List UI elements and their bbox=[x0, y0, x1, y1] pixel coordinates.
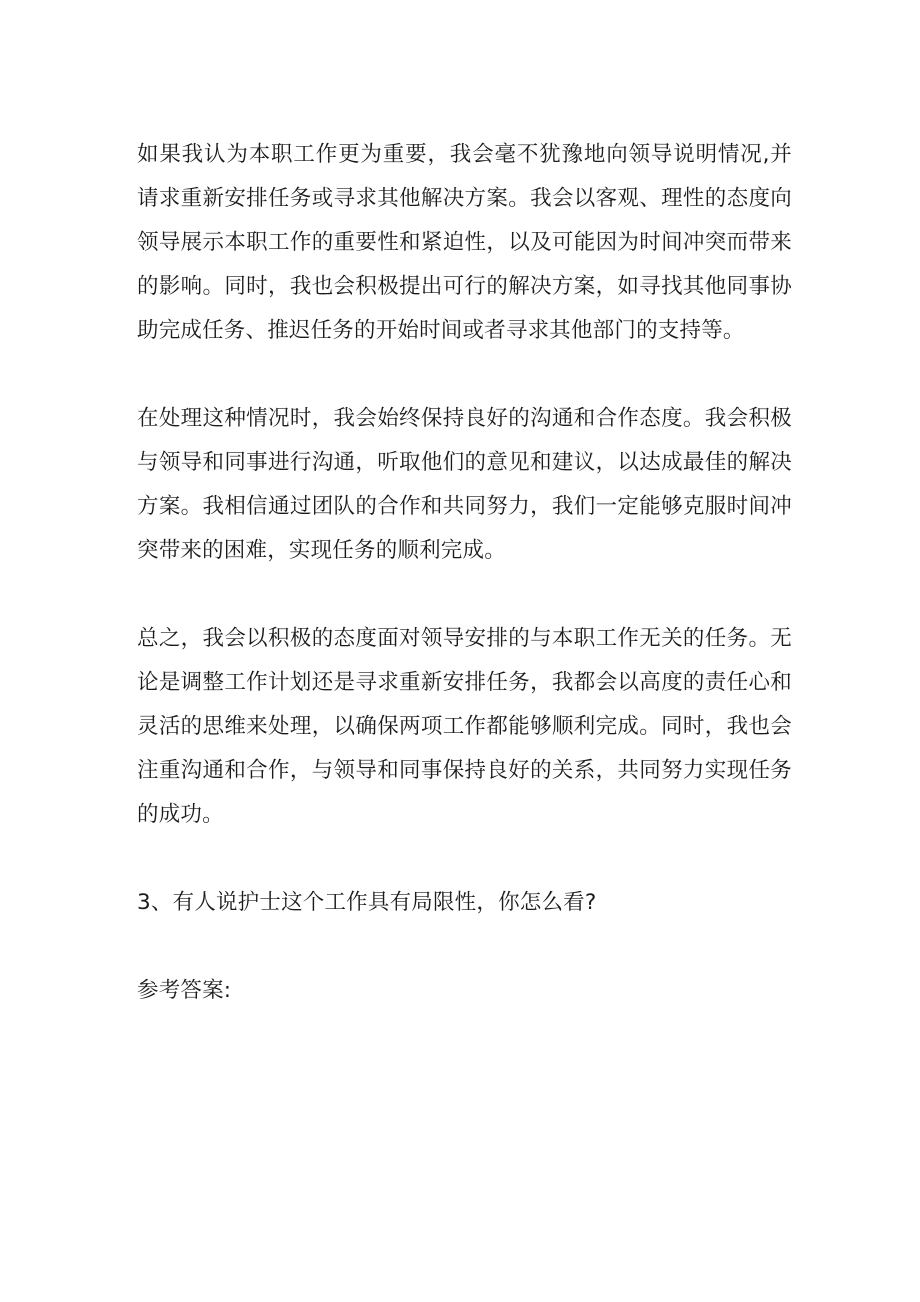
paragraph-priority-main-job: 如果我认为本职工作更为重要，我会毫不犹豫地向领导说明情况,并请求重新安排任务或寻求其他解决方案。我会以客观、理性的态度向领导展示本职工作的重要性和紧迫性，以及可能因为时间冲突而带来的影响。同时，我也会积极提出可行的解决方案，如寻找其他同事协助完成任务、推迟任务的开始时间或者寻求其他部门的支持等。 bbox=[137, 142, 792, 343]
question-3: 3、有人说护士这个工作具有局限性，你怎么看? bbox=[137, 890, 597, 915]
paragraph-communication: 在处理这种情况时，我会始终保持良好的沟通和合作态度。我会积极与领导和同事进行沟通，听取他们的意见和建议，以达成最佳的解决方案。我相信通过团队的合作和共同努力，我们一定能够克服时间冲突带来的困难，实现任务的顺利完成。 bbox=[137, 406, 792, 563]
reference-answer-label: 参考答案: bbox=[137, 978, 232, 1003]
paragraph-summary: 总之，我会以积极的态度面对领导安排的与本职工作无关的任务。无论是调整工作计划还是寻求重新安排任务，我都会以高度的责任心和灵活的思维来处理，以确保两项工作都能够顺利完成。同时，我也会注重沟通和合作，与领导和同事保持良好的关系，共同努力实现任务的成功。 bbox=[137, 626, 792, 827]
document-body bbox=[137, 133, 792, 1013]
